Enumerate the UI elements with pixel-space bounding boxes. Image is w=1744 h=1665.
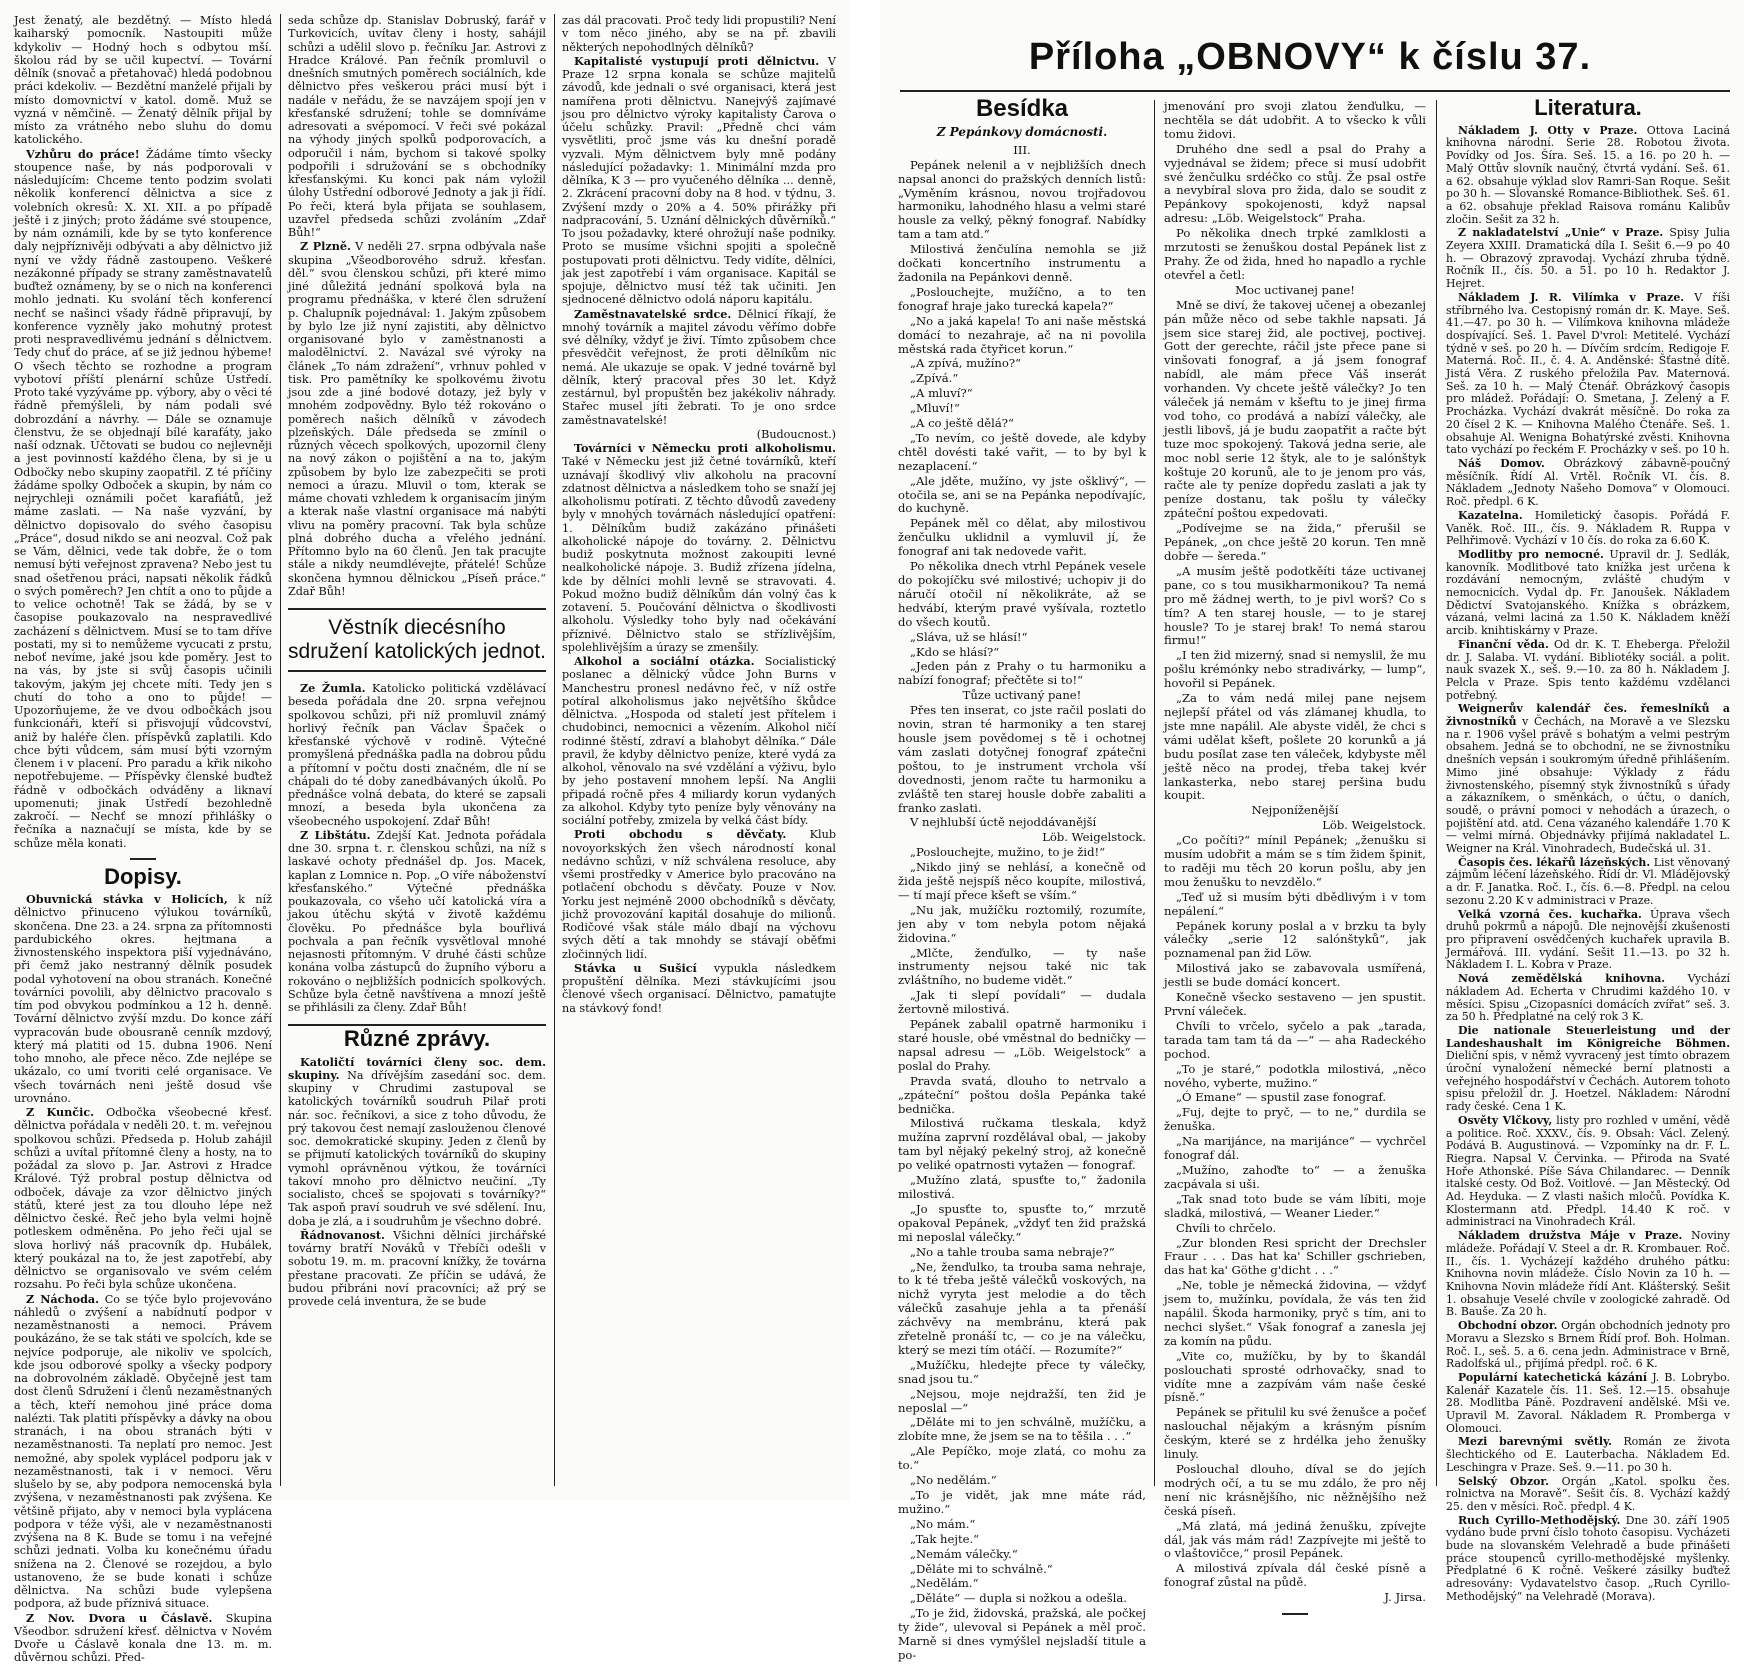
- literature-item-lead: Kazatelna.: [1458, 508, 1523, 522]
- literature-item-lead: Nová zemědělská knihovna.: [1458, 972, 1666, 986]
- article-body: Všichni dělníci jirchářské továrny bratří Nováků v Třebíči odešli v sobotu 19. m. m. pracovní knížky, že továrna přestane pracovati. Ze příčin se udává, že budou přibráni noví pracovníci; až prý se provede celá inventura, že se bude: [288, 1228, 547, 1308]
- literature-item-text: Orgán obchodních jednoty pro Moravu a Slezsko s Brnem Řídí prof. Boh. Holman. Roč. I., seš. 5. a 6. cena jedn. Administrace v Brně, Radolfská ul., přijímá předpl. roč. 6 K.: [1446, 1319, 1731, 1371]
- story-paragraph: Pepánek nelenil a v nejbližších dnech napsal anonci do pražských denních listů: „Vyměním krásnou, novou trojřadovou harmoniku, lahodného hlasu a velmi staré housle za velký, pěkný fonograf. Nabídky tam a tam atd.“: [898, 157, 1146, 242]
- literature-item: [1446, 458, 1730, 509]
- article-body: Také v Německu jest již četné továrníků, kteří uznávají škodlivý vliv alkoholu na pracovní zdatnost dělnictva a následkem toho se snaží jej alkoholismu potírati. Z těchto důvodů zavedeny byly v mnohých továrnách následující opatření: 1. Dělníkům budiž zakázáno přinášeti alkoholické nápoje do továrny. 2. Dělnictvu budiž poskytnuta možnost zakoupiti levné nealkoholické nápoje. 3. Budiž zřízena jídelna, kde by dělníci mohli levně se stravovati. 4. Pokud možno budiž dělníkům dán volný čas k zotavení. 5. Poučování dělnictva o škodlivosti alkoholu. Výsledky toho byly nad očekávání příznivé. Dělnictvo stalo se střízlivějším, spolehlivějším a úrazy se zmenšily.: [562, 455, 836, 654]
- story-paragraph: „Poslouchejte, mužino, to je žid!“: [910, 845, 1106, 860]
- section-heading-ruzne-zpravy: Různé zprávy.: [288, 1024, 546, 1045]
- story-paragraph: „Děláte mi to schválně.“: [910, 1561, 1053, 1576]
- letter-salutation: Tůze uctivaný pane!: [962, 688, 1082, 703]
- story-paragraph: „Jeden pán z Prahy o tu harmoniku a nabízí fonograf; přečtěte si to!“: [898, 659, 1146, 688]
- literature-item-text: listy pro rozhled v umění, vědě a politice. Roč. XXXV., čís. 9. Obsah: Václ. Zelený. Podává B. Augustinová. — Vzpomínky na dr. F. L. Riegra. Napsal V. Červinka. — Přiroda na Svaté Hoře Athonské. Píše Sáva Chilandarec. — Denník italské cesty. Od Bož. Voitlové. — Jan Městecký. Od Ad. Heyduka. — Z vlasti našich mločů. Povídka K. Klostermann atd. Předpl. 14.40 K roč. v administraci na Vinohradech Král.: [1446, 1113, 1730, 1229]
- article-body: Katolicko politická vzdělávací beseda pořádala dne 20. srpna veřejnou spolkovou schůzi, při níž promluvil známý horlivý řečník pan Václav Špaček o křesťanské výchově v rodině. Výtečné promyšlená přednáška padla na dobrou půdu a přítomní v počtu dosti značném, dle ní se chápali do té doby zanedbávaných úkolů. Po přednášce volná debata, do které se zapsali mnozí, a beseda byla ukončena za všeobecného uspokojení. Zdař Bůh!: [288, 682, 547, 828]
- story-paragraph: „Jo spusťte to, spusťte to,“ mrzutě opakoval Pepánek, „vždyť ten žid pražská mi neposlal válečky.“: [898, 1201, 1146, 1244]
- literature-item-lead: Populární katechetická kázání: [1458, 1370, 1648, 1384]
- story-paragraph: „Nemám válečky.“: [910, 1546, 1018, 1561]
- story-paragraph: „No nedělám.“: [910, 1473, 997, 1488]
- chapter-numeral: III.: [1013, 142, 1031, 157]
- literature-item: [1446, 1230, 1730, 1319]
- article-lead: Zaměstnavatelské srdce.: [574, 306, 732, 321]
- article-body: zas dál pracovati. Proč tedy lidi propustili? Není v tom něco jiného, aby se na př. zbavili některých nepohodlných dělníků?: [562, 14, 836, 54]
- article-lead: Z Libštátu.: [300, 827, 371, 842]
- classifieds-text: Jest ženatý, ale bezdětný. — Místo hledá kaiharský pomocník. Nastoupiti může kdykoliv — Hodný hoch s odbytou mší. školou rád by se učil kupectví. — Tovární dělník (snovač a přetahovač) hledá podobnou práci kdekoliv. — Bezdětní manželé přijali by místo domovnictví v katol. domě. Muž se vyzná v němčině. — Ženatý dělník přijal by místo za vrátného nebo sluhu do domu katolického.: [14, 14, 272, 147]
- story-paragraph: Pepánek zabalil opatrně harmoniku i staré housle, obé vměstnal do bedničky — napsal adresu — „Löb. Weigelstock“ a poslal do Prahy.: [898, 1017, 1146, 1073]
- literature-item: [1446, 549, 1730, 638]
- article-body: Skupina Všeodbor. sdružení křesť. dělnictva v Novém Dvoře u Čáslavě konala dne 13. m. m. důvěrnou schůzi. Před-: [14, 1611, 272, 1665]
- literature-item-text: Úprava všech druhů pokrmů a nápojů. Dle nejnovější zkušenosti pro připravení osvědčených kuchařek upravila B. Jermářová. III. vydání. Sešit 11.—13. po 32 h. Nákladem I. L. Kobra v Praze.: [1446, 907, 1730, 972]
- article-body: k níž dělnictvo přinuceno výlukou továrníků, skončena. Dne 23. a 24. srpna za přítomnosti pardubického okres. hejtmana a živnostenského inspektora piší vyjednáváno, při čemž jako nestranný dělník posudek podal vyhotovení na obou stranách. Konečné továrníci povolili, aby dělnictvo pracovalo s tím pod obvykou podmínkou a 12 h. denně. Tovární dělnictvo zvýší mzdu. Do konce září vypracován bude obousraně cenník mzdový, který má platiti od 15. dubna 1906. Není toho mnoho, ale přece něco. Zde nejlépe se ukázalo, co umí tvoriti celé organisace. Ve všech továrnách neni ještě dosud vše urovnáno.: [14, 893, 273, 1105]
- story-paragraph: Chvíli to vrčelo, syčelo a pak „tarada, tarada tam tam tá da —“ — aha Radeckého pochod.: [1164, 1018, 1426, 1061]
- right-column-3: [1446, 95, 1731, 1603]
- story-paragraph: „Ó Emane“ — spustil zase fonograf.: [1176, 1090, 1387, 1105]
- article-body: V Praze 12 srpna konala se schůze majitelů závodů, kde jednali o své organisaci, která jest namířena proti dělnictvu. Nanejvýš zajímavé jsou pro dělnictvo výroky kapitalisty Čarova o účelu schůzky. Pravil: „Předně chci vám vysvětliti, proč jsme vás ku dnešní poradě vyzvali. Mým dělnictvem byly mně podány následující požadavky: 1. Minimální mzda pro dělníka, K 3 — pro vyučeného dělníka ... denně, 2. Zkrácení pracovní doby na 8 hod. v týdnu, 3. Zvýšení mzdy o 20% a 4. 50% přirážky při nadpracování, 5. Uznání dělnických důvěrníků.“ To jsou požadavky, které ohrožují naše podniky. Proto se musíme všichni spojiti a společně postupovati proti dělnictvu. Tedy vidíte, dělníci, jak jest zapotřebí i vám organisace. Kapitál se spojuje, dělnictvo musí též tak učiniti. Jen sjednocené dělnictvo odolá náporu kapitálu.: [562, 54, 836, 307]
- literature-item-text: Obrázkový zábavně-poučný měsíčník. Řídí Al. Vrtěl. Ročník VI. čís. 8. Nákladem „Jednoty Našeho Domova“ v Olomouci. Roč. předpl. 6 K.: [1446, 456, 1731, 509]
- story-paragraph: „A mluví?“: [910, 386, 973, 401]
- right-column-2: [1164, 99, 1426, 1605]
- right-column-1: [898, 95, 1146, 1662]
- story-paragraph: „A co ještě dělá?“: [910, 416, 1014, 431]
- literature-item-lead: Nákladem družstva Máje v Praze.: [1458, 1229, 1683, 1243]
- column-rule: [1436, 100, 1437, 1486]
- letter-closing: V nejhlubší úctě nejoddávanější: [910, 815, 1097, 830]
- story-paragraph: „Mužíno, zahoďte to“ — a ženuška zacpávala si uši.: [1164, 1162, 1426, 1191]
- literature-item: [1446, 973, 1730, 1024]
- literature-item-lead: Finanční věda.: [1458, 637, 1549, 651]
- literature-item-text: List věnovaný zájmům léčení lázeňského. Řídí dr. Vl. Mládějovský a dr. F. Janatka. Roč. I., čís. 6.—8. Předpl. na celou sezonu 2.20 K v administraci v Praze.: [1446, 855, 1730, 907]
- story-paragraph: Chvíli to chrčelo.: [1176, 1220, 1277, 1235]
- literature-item-text: V říši stříbrného lva. Cestopisný román dr. K. Maye. Seš. 41.—47. po 30 h. — Vilímkova knihovna mládeže dospívající. Seš. 1. Pavel D'vrol: Metitelé. Vychází týdně v seš. po 20 h. — Dívčím srdcím. Redigoje F. Materná. Roč. II., č. 4. A. Anděnské: Šťastné dítě. Jistá Věra. Z ruského přeložila Pav. Maternová. Seš. za 10 h. — Malý Čtenář. Obrázkový časopis pro mládež. Pořádají: O. Smetana, J. Zelený a F. Procházka. Vychází dvakrát měsíčně. Do roka za 20 čísel 2 K. — Knihovna Malého Čtenáře. Seš. 1. obsahuje Al. Wenigna Bohatýrské zvěsti. Knihovna tato vychází po řeckém F. Procházky v seš. po 10 h.: [1446, 290, 1730, 457]
- story-paragraph: „Za to vám nedá milej pane nejsem nejlepší přátel od vás zlámanej khudla, to jste mne napálil. Ale abyste viděl, že chci s vámi udělat kšeft, pošlete 20 korunků a já budu posílat zase ten váleček, kdybyste měl ještě něco na prodej, třeba takej kvér lankasterka, nebo starej peršina budu koupit.: [1164, 691, 1426, 803]
- story-paragraph: Pepánek se přitulil ku své ženušce a počeť naslouchal nějakým a krásným písním českým, které se z hrdélka jeho ženušky linuly.: [1164, 1405, 1426, 1462]
- literature-item-text: Od dr. K. T. Eheberga. Přeložil dr. J. Salaba. VI. vydání. Bibliotéky sociál. a polit. nauk svazek X., seš. 9.—10. za 80 h. Nákladem J. Pelcla v Praze. Spis tento každému vzdělanci potřebný.: [1446, 637, 1730, 702]
- article-body: Socialistický poslanec a dělnický vůdce John Burns v Manchestru pronesl nedávno řeč, v níž ostře potíral alkoholismus jako největšího škůdce dělnictva. „Hospoda od staletí jest přítelem i chudobinci, nemocnici a vězením. Alkohol ničí rodinné štěstí, zdraví a blahobyt dělníka.“ Dále pravil, že kdyby dělnictvo peníze, které vydá za alkohol, věnovalo na své vzdělání a výživu, bylo by jeho postavení mnohem lepší. Na Anglii připadá ročně přes 4 miliardy korun vydaných za alkohol. Kdyby tyto peníze byly věnovány na sociální potřeby, zmizela by velká část bídy.: [562, 655, 836, 827]
- literature-item: [1446, 639, 1730, 703]
- literature-item-lead: Weignerův kalendář čes. řemeslníků a živnostníků: [1446, 702, 1730, 729]
- story-paragraph: „Děláte“ — dupla si nožkou a odešla.: [910, 1591, 1127, 1606]
- story-paragraph: „Poslouchejte, mužíčno, a to ten fonograf hraje jako turecká kapela?“: [898, 284, 1146, 313]
- literature-item-text: J. B. Lobrybo. Kalenář Kazatele čís. 11. Seš. 12.—15. obsahuje 28. Modlitba Páně. Pozdravení andělské. Mši ve. Upravil M. Zavoral. Nákladem R. Promberga v Olomouci.: [1446, 1370, 1730, 1435]
- article-lead: Ze Žumla.: [300, 681, 366, 695]
- article-body: Na dřívějším zasedání soc. dem. skupiny v Chrudimi zastupoval se katolických továrníků soudruh Pilař proti nár. soc. řečníkovi, a sice z toho důvodu, že prý takovou čest nemají zaslouženou členové soc. demokratické skupiny. Jeden z členů by se přijmutí katolických továrníků do skupiny vymohl oprávněnou výtkou, že továrníci takoví mnoho pro dělnictvo neučiní. „Ty socialisto, chceš se spojovati s továrníky?“ Tak aspoň praví soudruh ve své sdělení. Inu, doba je zlá, a i soudruhům je všechno dobré.: [288, 1068, 546, 1228]
- story-paragraph: „Mluví!“: [910, 401, 960, 416]
- left-column-3: [562, 14, 836, 1486]
- story-paragraph: „No a jaká kapela! To ani naše městská domácí to nezahraje, ač na ni povolila městská rada čtyřicet korun.“: [898, 313, 1146, 356]
- article-lead: Z Plzně.: [300, 239, 351, 254]
- story-paragraph: „Vite co, mužíčku, by by to škandál poslouchati sprosté odrhovačky, snad to vidíte mne a zazpívám vám naše české písně.“: [1164, 1348, 1426, 1405]
- story-paragraph: „Nedělám.“: [910, 1576, 979, 1591]
- article-lead: Z Nov. Dvora u Čáslavě.: [26, 1610, 213, 1625]
- story-paragraph: „I ten žid mizerný, snad si nemyslil, že mu pošlu krémónky nebo stradivárky, — lump“, hovořil si Pepánek.: [1164, 648, 1426, 691]
- article-lead: Alkohol a sociální otázka.: [574, 654, 755, 668]
- page-gutter: [850, 0, 880, 1500]
- literature-item: [1446, 1115, 1730, 1229]
- story-paragraph: „To je vidět, jak mne máte rád, mužino.“: [898, 1488, 1146, 1516]
- literature-item-lead: Mezi barevnými světly.: [1458, 1435, 1612, 1449]
- literature-item-text: Orgán „Katol. spolku čes. rolnictva na Moravě“. Sešit čís. 8. Vychází každý 25. den v měsíci. Roč. předpl. 4 K.: [1446, 1474, 1730, 1513]
- column-rule: [280, 14, 281, 1486]
- section-heading-vestnik: Věstník diecésního sdružení katolických jednot.: [288, 608, 546, 672]
- literature-item-lead: Nákladem J. Otty v Praze.: [1458, 123, 1638, 137]
- column-rule: [1154, 100, 1155, 1486]
- literature-item: [1446, 227, 1730, 291]
- title-rule: [900, 90, 1730, 92]
- literature-item-text: Dne 30. září 1905 vydáno bude první číslo tohoto časopisu. Vycházeti bude na slovanském Velehradě a bude přinášeti práce stoupenců cyrillo-methodějské myšlenky. Předplatné 6 K ročně. Veškeré zásilky buďtež adresovány: Vydavatelstvo časop. „Ruch Cyrillo-Methodějský“ na Velehradě (Morava).: [1446, 1513, 1730, 1603]
- story-paragraph: „Mužíno zlatá, spusťte to,“ žadonila milostivá.: [898, 1173, 1146, 1201]
- article-lead: Z Náchoda.: [26, 1291, 100, 1306]
- article-lead: Stávka u Sušicí: [574, 960, 697, 975]
- literature-item: [1446, 1372, 1730, 1436]
- literature-item-text: Dieliční spis, v němž vyvracený jest tímto obrazem úroční vynaložení německé berní platnosti a veřejného hospodářství v Čechách. Autorem tohoto spisu přeložil dr. J. Hoetzel. Nákladem: Národní rady české. Cena 1 K.: [1446, 1049, 1730, 1114]
- literature-item: [1446, 1436, 1730, 1474]
- story-paragraph: „Ne, ženďulko, ta trouba sama nehraje, to k té třeba ještě válečků voskových, na nichž vyryta jest melodie a do těch válečků zasahuje jehla a ta přenáší záchvěvy na membránu, která pak zřetelně pronáší tc, — co je na válečku, který se mezi tím otáčí. — Rozumíte?“: [898, 1259, 1146, 1357]
- literature-item: [1446, 1025, 1730, 1114]
- divider: [1282, 1613, 1308, 1615]
- divider: [130, 858, 156, 860]
- story-paragraph: Konečně všecko sestaveno — jen spustit. První váleček.: [1164, 990, 1426, 1018]
- literature-item: [1446, 909, 1730, 973]
- story-paragraph: Milostivá ručkama tleskala, když mužína zaprvní rozdělával obal, — jakoby tam byl nějaký pekelný stroj, až konečně po veliké opatrnosti vytažen — fonograf.: [898, 1116, 1146, 1173]
- literature-list: [1446, 125, 1730, 1604]
- literature-item-lead: Velká vzorná čes. kuchařka.: [1458, 907, 1642, 921]
- story-paragraph: Přes ten inserat, co jste račil poslati do novin, stran té harmoniky a ten starej housle jsem povědomej s tě i ochotnej vám zaslati dotyčnej fonograf zpátečni poštou, to je instrument vrchola vší dovednosti, jenom račte tu harmoniku a zvláště ten starej housle dobře zabaliti a franko zaslati.: [898, 703, 1146, 815]
- story-paragraph: „Tak hejte.“: [910, 1531, 980, 1546]
- article-body: Dělnicí říkají, že mnohý továrník a majitel závodu věřímo dobře své dělníky, vždyť je živí. Tímto způsobem chce přesvědčit veřejnost, že proti dělníkům nic nemá. Ale ukazuje se opak. V jedné továrně byl dělník, který pracoval přes 30 let. Když zestárnul, byl propuštěn bez jakékoliv náhrady. Stařec musel jíti žebrati. To je ono srdce zaměstnavatelské!: [562, 307, 836, 427]
- story-title: Z Pepánkovy domácnosti.: [936, 124, 1108, 139]
- literature-item-lead: Z nakladatelství „Unie“ v Praze.: [1458, 226, 1664, 240]
- literature-item: [1446, 703, 1730, 855]
- literature-item-text: Upravil dr. J. Sedlák, kanovník. Modlitbové tato knížka jest určena k rozdávání nemocným, zvláště chudým v nemocnicích. Vydal dp. Fr. Janoušek. Nákladem Dědictví Svatojanského. Knížka s obrázkem, vázaná, velmi laciná za 1.50 K. Nákladem kněží arcib. knihtiskárny v Praze.: [1446, 547, 1730, 638]
- story-paragraph: „A zpívá, mužíno?“: [910, 356, 1022, 371]
- story-paragraph: Poslouchal dlouho, díval se do jejích modrých očí, a tu se mu zdálo, že pro něj není nic krásnějšího, nic něžnějšího než česká píseň.: [1164, 1462, 1426, 1518]
- literature-item-text: Noviny mládeže. Pořádají V. Steel a dr. R. Krombauer. Roč. II., čís. 1. Vycházejí každého druhého pátku: Knihovna novin mládeže. Číslo Novin za 10 h. — Knihovna Novin mládeže řídí Ant. Klášterský. Sešit 1. obsahuje Veselé chvíle v zoologické zahradě. Od B. Bauše. Za 20 h.: [1446, 1229, 1731, 1319]
- literature-item-lead: Obchodní obzor.: [1458, 1319, 1558, 1333]
- story-paragraph: „Zur blonden Resi spricht der Drechsler Fraur . . . Das hat ka' Schiller gschrieben, das hat ka' Göthe g'dicht . . .“: [1164, 1235, 1426, 1278]
- article-body: Odbočka všeobecné křesť. dělnictva pořádala v neděli 20. t. m. veřejnou spolkovou schůzi. Předseda p. Holub zahájil schůzi a uvítal přítomné členy a hosty, na to požádal za slovo p. Jar. Astrovi z Hradce Králové. Týž probral postup dělnictva od odboček, dávaje za vzor dělnictvo jiných států, které jest za tou dlouho lépe než dělnictvo české. Řeč jeho byla velmi hojně potleskem odměněna. Po jeho řeči ujal se slova horlivý náš pracovník dp. Hubálek, který poukázal na to, že jest zapotřebí, aby dělnictvo se organisovalo ve svém celém rozsahu. Po řeči byla schůze ukončena.: [14, 1106, 273, 1292]
- literature-item-text: Ottova Laciná knihovna národní. Serie 28. Robotou života. Povídky od Jos. Šíra. Seš. 15. a 16. po 20 h. — Malý Ottův slovník naučný, čtvrtá vydání. Seš. 61. a 62. obsahuje výklad slov Ramri-San Roque. Sešit po 30 h. — Slovanské Romance-Bibliothek. Seš. 61. a 62. obsahuje překlad Raisova románu Kalibův zločin. Sešit za 32 h.: [1446, 123, 1730, 226]
- story-paragraph: „Ne, toble je německá židovina, — vždyť jsem to, mužínku, povídala, že vás ten žid napálil. Škoda harmoniky, pryč s tím, ani to nechci slyšet.“ Však fonograf a zanesla jej za komín na půdu.: [1164, 1278, 1426, 1348]
- story-paragraph: „Sláva, už se hlásí!“: [910, 629, 1028, 644]
- left-column-2: [288, 14, 546, 1486]
- section-heading-dopisy: Dopisy.: [104, 863, 182, 889]
- story-paragraph: „Teď už si musím býti dbědlivým i v tom nepálení.“: [1164, 889, 1426, 918]
- story-paragraph: „Na marijánce, na marijánce“ — vychrčel fonograf dál.: [1164, 1134, 1426, 1163]
- story-paragraph: „To je staré,“ podotkla milostivá, „něco nového, vyberte, mužino.“: [1164, 1061, 1426, 1090]
- literature-item: [1446, 125, 1730, 227]
- literature-item-text: Román ze života šlechtického od E. Lauterbacha. Nákladem Ed. Leschingra v Praze. Seš. 9.—11. po 30 h.: [1446, 1435, 1731, 1474]
- article-body: Klub novoyorkských žen všech národností konal nedávno schůzi, v níž schválena resoluce, aby všemi prostředky v Americe bylo pracováno na potlačení obchodu s děvčaty. Pouze v Nov. Yorku jest nejméně 2000 obchodníků s děvčaty, jichž provozování kapitál dosahuje do milionů. Rodičové však stále málo dbají na výchovu svých dětí a tak mnohdy se stávají oběťmi zločinných lidí.: [562, 828, 836, 961]
- article-lead: Proti obchodu s děvčaty.: [574, 827, 787, 842]
- literature-item: [1446, 510, 1730, 548]
- story-paragraph: Pepánek měl co dělat, aby milostivou ženčulku uklidnil a vymluvil jí, že fonograf ani tak nedovede vařit.: [898, 516, 1146, 559]
- source-note: (Budoucnost.): [756, 427, 836, 441]
- letter-signature: Löb. Weigelstock.: [1322, 818, 1426, 833]
- story-paragraph: „Jak ti slepí povídali“ — dudala žertovně milostivá.: [898, 988, 1146, 1017]
- section-heading-literatura: Literatura.: [1534, 95, 1642, 120]
- story-paragraph: „A musím ještě podotkěíti táze uctivanej pane, co s tou musikharmonikou? Ta nemá pro mě žádnej werth, to je pivl worš? Co s tím? A ten starej housle, — to je starej housle? To je starej brak! To nemá starou firmu!“: [1164, 563, 1426, 648]
- literature-item-lead: Náš Domov.: [1458, 456, 1545, 470]
- story-paragraph: „Ale jděte, mužíno, vy jste ošklivý“, — otočila se, ani se na Pepánka nepodívajíc, do kuchyně.: [898, 473, 1146, 516]
- article-lead: Vzhůru do práce!: [26, 146, 140, 161]
- article-lead: Továrníci v Německu proti alkoholismu.: [574, 441, 836, 455]
- literature-item: [1446, 1320, 1730, 1371]
- literature-item: [1446, 1515, 1730, 1604]
- literature-item: [1446, 292, 1730, 457]
- story-paragraph: „No a tahle trouba sama nebraje?“: [910, 1244, 1115, 1259]
- story-paragraph: „Nejsou, moje nejdražší, ten žid je neposlal —“: [898, 1386, 1146, 1415]
- literature-item-text: v Čechách, na Moravě a ve Slezsku na r. 1906 vyšel právě s bohatým a velmi pestrým obsahem. Jedná se to obchodní, ne se živnostníku dnešních vepsán i soukromým úředně přihlášením. Mimo jiné obsahuje: Výklady z řádu živnostenského, písemný styk živnostníků s úřady a zákazníkem, o směnkách, o účtu, o daních, soudě, o právní pomoci v nehodách a úrazech, o pojištění atd. atd. Cena vázaného kalendáře 1.70 K — velmi mírná. Objednávky přijímá nakladatel L. Weigner na Král. Vinohradech, Budečská ul. 31.: [1446, 715, 1730, 856]
- literature-item-lead: Die nationale Steuerleistung und der Landeshaushalt im Königreiche Böhmen.: [1446, 1023, 1730, 1050]
- literature-item-lead: Osvěty Vlčkovy,: [1458, 1113, 1553, 1127]
- article-body: Žádáme tímto všecky stoupence naše, by nás podporovali v následujícím: Chceme tento podzim svolati několik konferencí dělnictva a sice z volebních okresů: X. XI. XII. a po případě ještě i z jiných; proto žádáme své stoupence, by nám oznámili, kde by se tyto konference daly nejpříznivěji odbývati a aby dělnictvo již nyní ve vždy řádně zastoupeno. Veškeré nezákonné případy se strany zaměstnavatelů buďtež oznámeny, by se o nich na konferenci mohlo jednati. Ku svolání těch konferencí nechť se našinci všady řádně připravují, by konference vyzněly jako mohutný protest proti nespravedlivému jednání s dělnictvem. Tedy chuť do práce, ať se již jednou hýbeme! O všech těchto se rozhodne a program vybotoví příští plenární schůze Ústředí. Proto také vyzýváme pp. výbory, aby o věci té řádně přemýšleli, by nám podali své dobrozdání a návrhy. — Dále se oznamuje členstvu, že se objednají bílé karafáty, jako naší odznak. Účtovati se budou co nejlevněji a jest povinností každého člena, by si je u Odbočky nebo skupiny zaopatřil. Z té příčiny žádáme spolky Odboček a skupin, by nám co nejrychleji oznámili počet karafiátů, jež máme zaslati. — Na naše vyzvání, by dělnictvo dopisovalo do svého časopisu „Práce“, dosud nikdo se ani neozval. Což pak se Vám, dělnici, vede tak dobře, že o tom nemusí býti veřejnost zpravena? Nebo jest tu snad ošetřenou práci, napsati několik řádků o svých poměrech? Jen chtít a ono to půjde a to velice ochotně! Tak se žádá, by se v časopise poukazovalo na nespravedlivé zacházení s dělnictvem. Musí se to tam dříve postati, my si to nemůžeme vycucati z prstu, neboť nevíme, jaké jsou kde poměry. Jest to na vás, by jste si svůj časopis učinili takovým, jakým jej chcete míti. Tedy jen s chutí do toho a ono to půjde! — Upozorňujeme, že ve dvou odbočkách jsou funkcionáři, kteří si přisvojují vůdcovství, aniž by haléře člen. příspěvků zaplatili. Kdo chce býti vůdcem, sám musí býti vzorným členem i v placení. Pro paradu a křik nikoho nepotřebujeme. — Příspěvky členské buďtež řádně v odbočkách odváděny a liknaví upomenuti; jinak Ústředí bezohledně zakročí. — Nechť se mnozí přihlášky o řečníka a naznačují se místa, kde by se schůze měla konati.: [14, 147, 273, 850]
- story-paragraph: A milostivá zpívala dál české písně a fonograf zůstal na půdě.: [1164, 1561, 1426, 1590]
- story-paragraph: „Má zlatá, má jediná ženušku, zpívejte dál, jak vás mám rád! Zazpívejte mi ještě to o vlaštovičce,“ prosil Pepánek.: [1164, 1518, 1426, 1561]
- letter-closing: Nejponíženější: [1251, 803, 1339, 818]
- story-paragraph: Milostivá jako se zabavovala usmířená, jestli se bude domácí koncert.: [1164, 961, 1426, 990]
- column-rule: [554, 14, 555, 1486]
- article-lead: Katoličtí továrníci členy soc. dem. skupiny.: [288, 1054, 546, 1082]
- article-body: seda schůze dp. Stanislav Dobruský, farář v Turkovicích, uvítav členy i hosty, sahájil schůzi a udělil slovo p. řečníku Jar. Astrovi z Hradce Králové. Pan řečník promluvil o dnešních smutných poměrech sociálních, kde dělnictvo přes veškerou práci musí být i nadále v neřádu, že se navzájem spojí jen v křesťanské sdružení; tohle se domníváme adresovati a svépomocí. V řeči své pokázal na výhody jiných spolků podporovacích, a odporučil i nám, bychom si takové spolky podpořili i sdružování se s obchodníky křesťanskými. Ku konci pak nám vyložil úlohy Ústřední odborové Jednoty a jak ji řídí. Po řeči, která byla přijata se souhlasem, uzavřel předseda schůzi zvoláním „Zdař Bůh!“: [288, 14, 546, 239]
- story-paragraph: Pepánek koruny poslal a v brzku ta byly válečky „serie 12 salónštyků“, jak poznamenal pan žid Löw.: [1164, 918, 1426, 961]
- left-column-1: [14, 14, 273, 1665]
- story-paragraph: „Fuj, dejte to pryč, — to ne,“ durdila se ženuška.: [1164, 1105, 1426, 1134]
- literature-item-lead: Nákladem J. R. Vilímka v Praze.: [1458, 290, 1685, 304]
- story-paragraph: „Ale Pepíčko, moje zlatá, co mohu za to.“: [898, 1444, 1146, 1473]
- literature-item-lead: Modlitby pro nemocné.: [1458, 547, 1604, 561]
- literature-item-text: Vychází nákladem Ad. Echerta v Chrudimi každého 10. v měsíci. Spisu „Cizopasníci domácích zvířat“ seš. 3. za 50 h. Předplatné na celý rok 3 K.: [1446, 972, 1731, 1024]
- literature-item-text: Homiletický časopis. Pořádá F. Vaněk. Roč. III., čís. 9. Nákladem R. Ruppa v Pelhřimově. Vychází v 10 čís. do roka za 6.60 K.: [1446, 508, 1730, 548]
- story-paragraph: „Zpívá.“: [910, 371, 959, 386]
- article-body: vypukla následkem propuštění dělníka. Mezi stávkujícími jsou členové všech organisací. Dělnictvo, pamatujte na stávkový fond!: [562, 961, 837, 1015]
- story-paragraph: Pravda svatá, dlouho to netrvalo a „zpáteční“ poštou došla Pepánka také bednička.: [898, 1073, 1146, 1116]
- article-body: Zdejší Kat. Jednota pořádala dne 30. srpna t. r. členskou schůzi, na níž s laskavé ochoty přednášel dp. Jos. Macek, kaplan z Lomnice n. Pop. „O víře náboženství křesťanského.“ Výtečné přednáška poukazovala, co všeho učí katolická víra a jakou útěchu skýtá v životě každému člověku. Po přednášce byla bouřlivá pochvala a pan řečník vysvětloval mnohé nejasnosti přítomným. V druhé části schůze konána volba zástupců do župního výboru a rokováno o nejbližších podnicích spolkových. Schůze byla četně navštívena a mnozí ještě se přihlásili za členy. Zdař Bůh!: [288, 828, 546, 1014]
- story-paragraph: Mně se diví, že takovej učenej a obezanlej pán může něco od sebe takhle napsati. Já jsem sice starej žid, ale poctivej, poctivej. Gott der gerechte, ráčil jste přece pane si vinšovati fonograf, a já jsem fonograf nabídl, ale mám přece Váš inserát vorhanden. Vy chcete ještě válečky? Jo ten váleček já nemám v kšeftu to je jinej firma vod toho, co prodává a nabízí válečky, ale jestli libovš, já je budu zaopatřit a račte být tuze moc spokojený. Taková jedna serie, ale moc nobl serie 12 štyk, ale to je salónštyk koštuje 20 korunů, ale to je jenom pro vás, račte ale ty peníze dopředu zaslati a jak ty peníze dostanu, tak pošlu ty válečky zpáteční poštou expedovati.: [1164, 297, 1426, 521]
- story-paragraph: „Kdo se hlásí?“: [910, 644, 1000, 659]
- story-paragraph: „Co počíti?“ mínil Pepánek; „ženušku si musím udobřit a mám se s tím židem špinit, to raději mu těch 20 korun pošlu, aby jen mou ženušku to nevzdělo.“: [1164, 833, 1426, 889]
- literature-item-lead: Časopis čes. lékařů lázeňských.: [1458, 855, 1651, 869]
- story-paragraph: „Nikdo jiný se nehlásí, a konečně od žida ještě nejspíš něco koupíte, milostivá, — tí mají přece kšeft se vším.“: [898, 860, 1146, 902]
- story-paragraph: „Mlčte, ženďulko, — ty naše instrumenty nejsou také nic tak zvláštního, no budeme vidět.“: [898, 945, 1146, 988]
- supplement-title: Příloha „OBNOVY“ k číslu 37.: [1028, 36, 1592, 78]
- letter-signature: Löb. Weigelstock.: [1042, 830, 1146, 845]
- right-newspaper-page: [880, 0, 1744, 1662]
- story-paragraph: Po několika dnech vtrhl Pepánek vesele do pokojíčku své milostivé; uchopiv ji do náručí otočil ní několikráte, až se hedvábí, kterým pravé vyšívala, roztetlo do všech koutů.: [898, 559, 1146, 629]
- story-paragraph: jmenování pro svoji zlatou ženďulku, — nechtěla se dát udobřit. A to všecko k vůli tomu židovi.: [1164, 99, 1426, 141]
- story-paragraph: Po několika dnech trpké zamlklosti a mrzutosti se ženuškou dostal Pepánek list z Prahy. Že od žida, hned ho napadlo a rychle otevřel a četl:: [1164, 226, 1426, 282]
- story-author: J. Jirsa.: [1384, 1590, 1426, 1605]
- story-paragraph: „Nu jak, mužíčku roztomilý, rozumíte, jen aby v tom nebyla potom nějaká židovina.“: [898, 902, 1146, 945]
- literature-item: [1446, 1476, 1730, 1514]
- letter-salutation: Moc uctivanej pane!: [1235, 282, 1355, 297]
- story-paragraph: „Mužíčku, hledejte přece ty válečky, snad jsou tu.“: [898, 1357, 1146, 1386]
- literature-item-text: Spisy Julia Zeyera XXIII. Dramatická díla I. Sešit 6.—9 po 40 h. — Obrazový zpravodaj. Vychází zhruba týdně. Ročník II., čís. 50. a 51. po 10 h. Redaktor J. Hejret.: [1446, 226, 1731, 291]
- literature-item: [1446, 857, 1730, 908]
- article-lead: Kapitalisté vystupují proti dělnictvu.: [574, 53, 820, 68]
- left-newspaper-page: [0, 0, 850, 1665]
- literature-item-lead: Ruch Cyrillo-Methodějský.: [1458, 1513, 1621, 1527]
- story-paragraph: Druhého dne sedl a psal do Prahy a vyjednával se židem; přece si musí udobřit své ženčulku srdéčko co stůj. Že psal ostře a nevybíral slova pro žida, dalo se soudit z Pepánkovy spokojenosti, když napsal adresu: „Löb. Weigelstock“ Praha.: [1164, 141, 1426, 226]
- article-lead: Z Kunčic.: [26, 1105, 95, 1119]
- story-paragraph: „To je žid, židovská, pražská, ale počkej ty žide“, ulevoval si Pepánek a měl proč. Marně si dnes vymýšlel nejsladší titule a po-: [898, 1606, 1146, 1662]
- story-paragraph: Milostivá ženčulína nemohla se již dočkati koncertního instrumentu a žadonila na Pepánkovi denně.: [898, 242, 1146, 284]
- article-lead: Řádnovanost.: [300, 1227, 385, 1242]
- section-heading-besidka: Besídka: [975, 95, 1069, 122]
- story-paragraph: „Tak snad toto bude se vám líbiti, moje sladká, milostivá, — Weaner Lieder.“: [1164, 1191, 1426, 1220]
- article-body: Co se týče bylo projevováno náhledů o zvýšení a nabídnutí podpor v nezaměstnanosti a nemoci. Právem poukázáno, že se tak státi ve spolcích, kde se nejvíce podporuje, ale nikoliv ve spolcích, kde jsou odborové spolky a všecky podpory na dobrovolném základě. Obyčejně jest tam dost členů Sdružení i členů nezaměstnaných a těch, kteří nemohou jiné práce doma nalézti. Tak platiti příspěvky a dávky na obou stranách, i na obou stranách býti v nezaměstnanosti. Ta neplatí pro nemoc. Jest nemožné, aby spolek vyplácel podporu jak v nezaměstnanosti, tak i v nemoci. Věru slušelo by se, aby podpora nemocenská byla zvýšena, v nezaměstnanosti pak zvýšena. Ke většině přijato, aby v nemoci byla vyplácena podpora v téže výši, ale v nezaměstnanosti zvýšena na 8 K. Bude se tomu i na veřejné schůzi jednati. Volba ku konečnému úřadu snížena na 2. Členové se rozejdou, a bylo ustanoveno, že se bude konati i schůze dělnictva. Na schůzi bude vylepšena podpora, až bude příznivá situace.: [14, 1292, 272, 1611]
- article-lead: Obuvnická stávka v Holicích,: [26, 892, 228, 906]
- article-body: V neděli 27. srpna odbývala naše skupina „Všeodborového sdruž. křesťan. děl.“ svou členskou schůzi, při které mimo jiné důležitá jednání spolková byla na programu přednáška, v které člen sdružení p. Chalupník pojednával: 1. Jakým způsobem by bylo lze již nyní zajistiti, aby dělnictvo organisované bylo v zaměstnanosti a malodělnictví. 2. Navázal své výroky na článek „To nám zdražení“, vrhnuv pohled v tisk. Pro pamětníky ke spolkovému životu jsou zde a jiné bodové dotazy, jež byly v mnohém zodpovědny. Bylo též rokováno o poměrech našich dělníků v závodech plzeňských. Dále předseda se zmínil o různých věcech spolkových, upozornil členy na nový zákon o pojištění a na to, jakým způsobem by bylo lze zabezpečiti se proti nemoci a úrazu. Mluvil o tom, kterak se máme chovati vzhledem k organisacím jiným a kterak naše vlastní organisace má nabýti vlivu na poměry pracovní. Tak byla schůze plná dobrého ducha a vřelého jednání. Přítomno bylo na 60 členů. Jen tak pracujte stále a nikdy neumdlévejte, přátelé! Schůze skončena hymnou dělnickou „Píseň práce.“ Zdař Bůh!: [288, 240, 546, 598]
- literature-item-lead: Selský Obzor.: [1458, 1474, 1549, 1488]
- story-paragraph: „No mám.“: [910, 1516, 976, 1531]
- story-paragraph: „Děláte mi to jen schválně, mužíčku, a zlobíte mne, že jsem se na to těšila . . .“: [898, 1415, 1146, 1444]
- story-paragraph: „To nevím, co ještě dovede, ale kdyby chtěl dovésti také vařit, — to by byl k nezaplacení.“: [898, 430, 1146, 473]
- story-paragraph: „Podívejme se na žida,“ přerušil se Pepánek, „on chce ještě 20 korun. Ten mně dobře — šereda.“: [1164, 521, 1426, 563]
